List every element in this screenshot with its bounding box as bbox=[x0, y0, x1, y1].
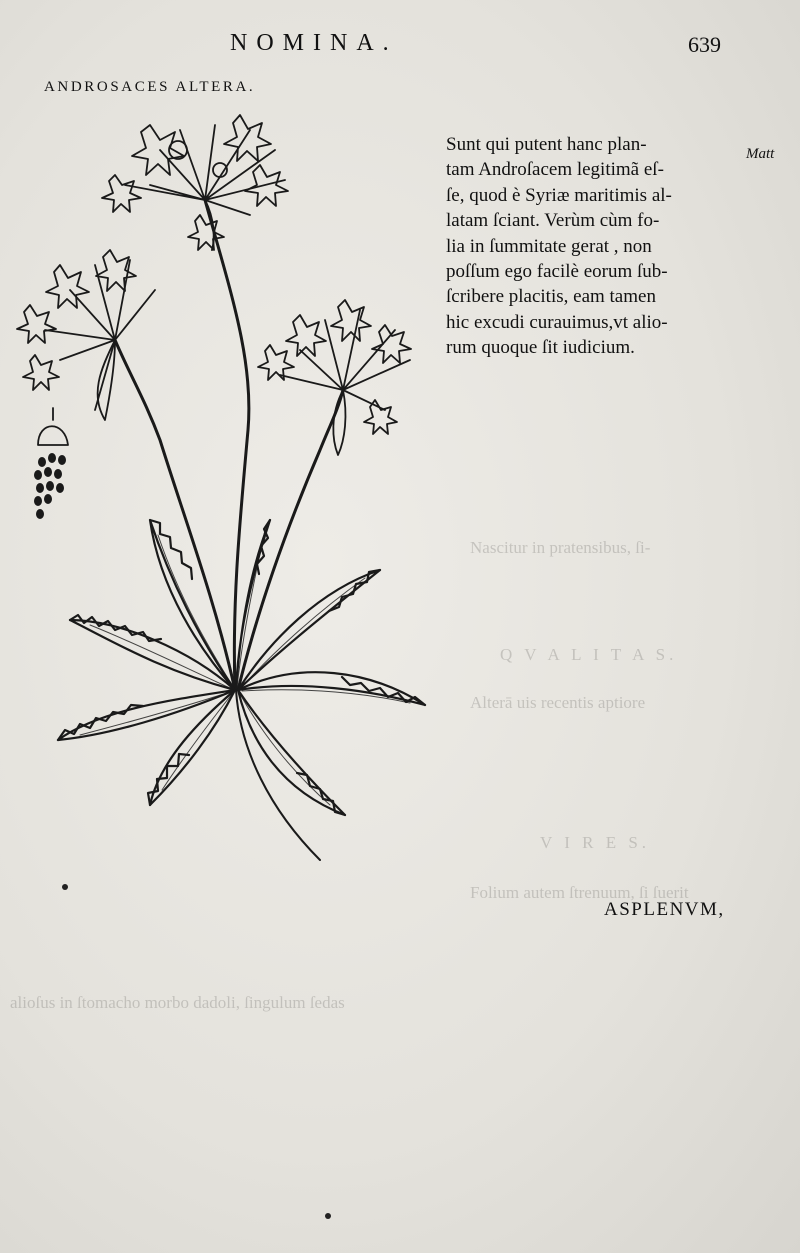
margin-note: Matt bbox=[746, 146, 775, 162]
woodcut-plant-icon bbox=[0, 90, 460, 890]
bleed-through-heading bbox=[500, 642, 677, 667]
text-line: hic excudi curauimus,vt alio- bbox=[446, 311, 668, 333]
text-line: poſſum ego facilè eorum ſub- bbox=[446, 261, 668, 283]
bleed-through-heading bbox=[540, 830, 650, 855]
bleed-through-text bbox=[10, 990, 345, 1015]
running-title: NOMINA. bbox=[230, 30, 398, 56]
text-line: Sunt qui putent hanc plan- bbox=[446, 134, 647, 155]
bleed-line: Nascitur in pratensibus, ſi- bbox=[470, 538, 651, 557]
page-number: 639 bbox=[688, 32, 721, 57]
text-line: latam ſciant. Verùm cùm fo- bbox=[446, 210, 660, 232]
text-line: rum quoque ſit iudicium. bbox=[446, 337, 635, 359]
bleed-line: Q V A L I T A S. bbox=[500, 645, 678, 664]
bleed-line: alioſus in ſtomacho morbo dadoli, ſingulum ſedas bbox=[10, 993, 345, 1012]
catchword: ASPLENVM, bbox=[604, 899, 725, 920]
bleed-through-text bbox=[470, 535, 650, 560]
plant-title: ANDROSACES ALTERA. bbox=[44, 79, 256, 95]
bleed-through-text bbox=[470, 690, 645, 715]
bleed-line: V I R E S. bbox=[540, 833, 651, 852]
bleed-line: Alterā uis recentis aptiore bbox=[470, 693, 646, 712]
text-line: tam Androſacem legitimã eſ- bbox=[446, 159, 664, 181]
text-line: lia in ſummitate gerat , non bbox=[446, 235, 652, 257]
text-line: ſcribere placitis, eam tamen bbox=[446, 286, 656, 308]
text-line: ſe, quod è Syriæ maritimis al- bbox=[446, 184, 672, 206]
ink-speck bbox=[62, 884, 68, 890]
body-text bbox=[446, 132, 742, 361]
bleed-line: Folium autem ſtrenuum, ſi ſuerit bbox=[470, 883, 689, 902]
ink-speck bbox=[325, 1213, 331, 1219]
